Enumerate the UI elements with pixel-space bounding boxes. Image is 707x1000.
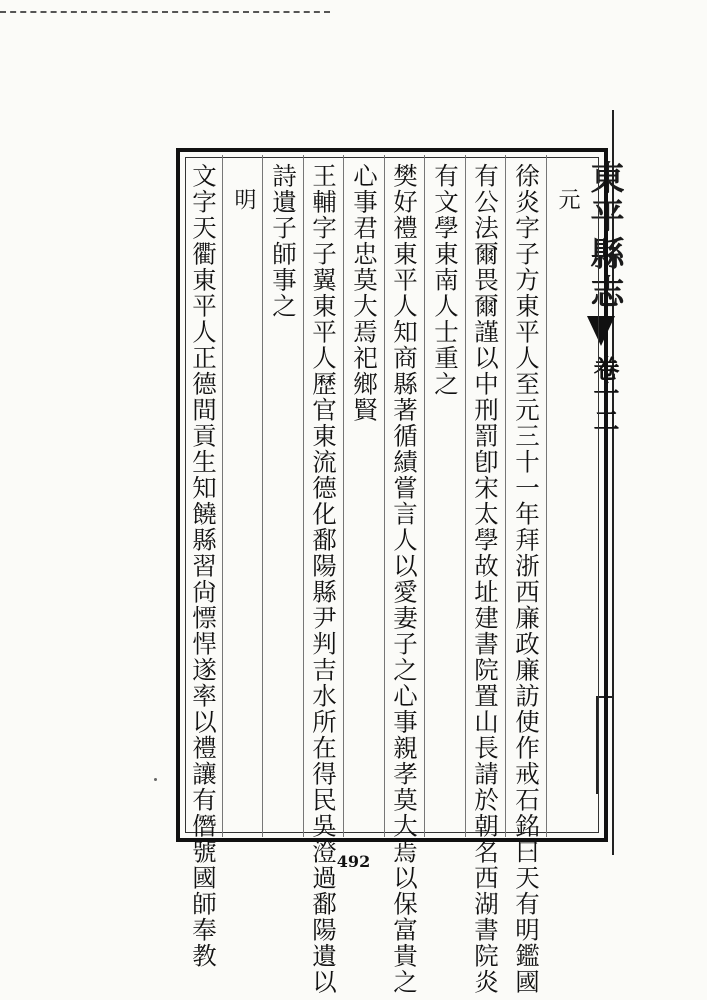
text-column: 王輔字子翼東平人歷官東流德化鄱陽縣尹判吉水所在得民吳澄過鄱陽遺以 — [309, 163, 338, 995]
text-column: 心事君忠莫大焉祀鄉賢 — [350, 163, 379, 423]
page-number: 492 — [336, 852, 371, 871]
text-column: 詩遺子師事之 — [269, 163, 298, 319]
column-rule — [384, 155, 385, 837]
column-rule — [505, 155, 506, 837]
column-rule — [303, 155, 304, 837]
column-rule — [222, 155, 223, 837]
column-rule — [343, 155, 344, 837]
section-heading-ming: 明 — [231, 188, 256, 210]
column-rule — [262, 155, 263, 837]
text-column: 有文學東南人士重之 — [431, 163, 460, 397]
text-column: 徐炎字子方東平人至元三十一年拜浙西廉政廉訪使作戒石銘曰天有明鑑國 — [512, 163, 541, 995]
column-rule — [465, 155, 466, 837]
text-column: 有公法爾畏爾謹以中刑罰卽宋太學故址建書院置山長請於朝名西湖書院炎 — [471, 163, 500, 995]
book-title: 東平縣志 — [584, 160, 624, 312]
scan-speck — [154, 778, 157, 781]
column-rule — [424, 155, 425, 837]
section-heading-yuan: 元 — [555, 188, 580, 210]
text-column: 樊好禮東平人知商縣著循績嘗言人以愛妻子之心事親孝莫大焉以保富貴之 — [390, 163, 419, 995]
column-rule — [546, 155, 547, 837]
text-column: 文字天衢東平人正德間貢生知饒縣習尙慓悍遂率以禮讓有僭號國師奉教 — [189, 163, 218, 969]
chapter-label: 卷十二 — [589, 355, 619, 433]
scan-edge-dashes — [0, 11, 330, 25]
